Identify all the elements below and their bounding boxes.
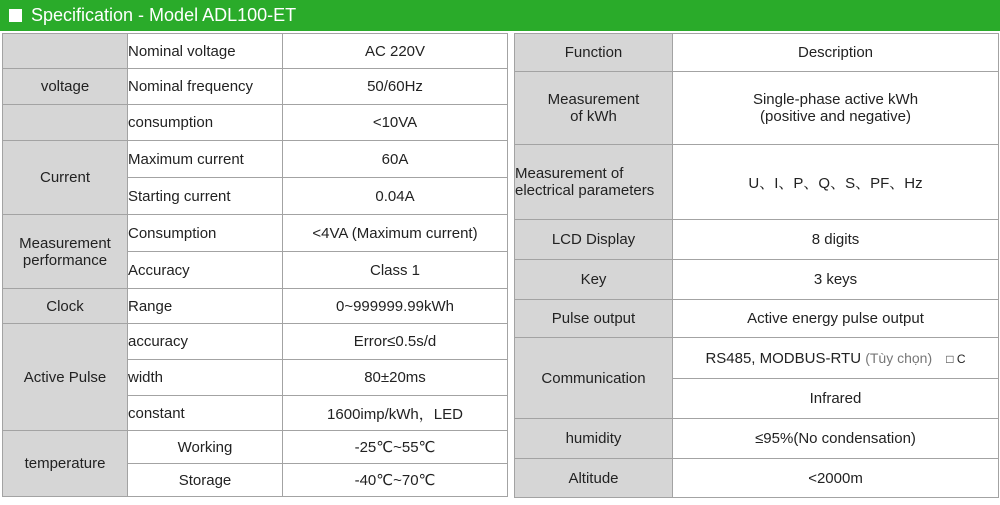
group-label: Active Pulse [3, 324, 128, 431]
param-cell: Maximum current [128, 141, 283, 178]
table-row [3, 34, 508, 69]
value-cell: 0.04A [283, 178, 508, 215]
column-header-function: Function [515, 34, 673, 72]
param-cell: accuracy [128, 324, 283, 360]
table-row [515, 459, 999, 498]
table-row [515, 72, 999, 145]
table-row [3, 105, 508, 141]
group-label: Current [3, 141, 128, 215]
function-cell: Communication [515, 338, 673, 419]
description-cell: 8 digits [673, 220, 999, 260]
voltage-group-blank-cell [3, 105, 128, 141]
table-row [515, 34, 999, 72]
value-cell: 80±20ms [283, 360, 508, 396]
table-row [515, 145, 999, 220]
checkbox-note: □ C [946, 351, 966, 366]
group-label-line: performance [22, 251, 108, 269]
value-cell: 0~999999.99kWh [283, 289, 508, 324]
param-cell: constant [128, 396, 283, 431]
value-cell: -40℃~70℃ [283, 464, 508, 497]
function-line: Measurement [547, 91, 640, 108]
function-cell [515, 72, 673, 145]
value-cell: -25℃~55℃ [283, 431, 508, 464]
function-line: of kWh [570, 108, 617, 125]
value-cell: 60A [283, 141, 508, 178]
param-cell: Accuracy [128, 252, 283, 289]
function-line: electrical parameters [515, 182, 655, 199]
param-cell: width [128, 360, 283, 396]
function-cell [515, 145, 673, 220]
description-cell: <2000m [673, 459, 999, 498]
description-cell: Infrared [673, 379, 999, 419]
description-cell [673, 338, 999, 379]
table-row [515, 419, 999, 459]
value-cell: 1600imp/kWh，LED [283, 396, 508, 431]
function-cell: humidity [515, 419, 673, 459]
function-cell: Pulse output [515, 300, 673, 338]
spec-title: Specification - Model ADL100-ET [31, 5, 297, 25]
table-row [515, 338, 999, 379]
description-cell: U、I、P、Q、S、PF、Hz [673, 145, 999, 220]
param-cell: Working [128, 431, 283, 464]
right-spec-table [514, 33, 999, 498]
table-row [3, 141, 508, 178]
value-cell: <10VA [283, 105, 508, 141]
value-cell: <4VA (Maximum current) [283, 215, 508, 252]
value-cell: Class 1 [283, 252, 508, 289]
voltage-group-blank-cell [3, 34, 128, 69]
function-line: Measurement of [515, 165, 624, 182]
description-cell: ≤95%(No condensation) [673, 419, 999, 459]
group-label [3, 215, 128, 289]
table-row [515, 260, 999, 300]
table-row [3, 69, 508, 105]
param-cell: Range [128, 289, 283, 324]
table-row [3, 431, 508, 464]
group-label-line: Measurement [19, 234, 111, 252]
value-cell: 50/60Hz [283, 69, 508, 105]
description-cell [673, 72, 999, 145]
table-row [3, 289, 508, 324]
optional-note: (Tùy chọn) [865, 349, 933, 366]
description-cell: 3 keys [673, 260, 999, 300]
table-row [515, 300, 999, 338]
group-label: Clock [3, 289, 128, 324]
table-row [3, 324, 508, 360]
column-header-description: Description [673, 34, 999, 72]
value-cell: Error≤0.5s/d [283, 324, 508, 360]
table-row [3, 215, 508, 252]
square-icon [9, 9, 22, 22]
group-label: temperature [3, 431, 128, 497]
param-cell: Nominal frequency [128, 69, 283, 105]
value-cell: AC 220V [283, 34, 508, 69]
description-cell: Active energy pulse output [673, 300, 999, 338]
param-cell: Consumption [128, 215, 283, 252]
table-row [515, 220, 999, 260]
param-cell: Nominal voltage [128, 34, 283, 69]
left-spec-table [2, 33, 508, 497]
param-cell: Storage [128, 464, 283, 497]
param-cell: consumption [128, 105, 283, 141]
param-cell: Starting current [128, 178, 283, 215]
function-cell: Key [515, 260, 673, 300]
function-cell: Altitude [515, 459, 673, 498]
description-line: (positive and negative) [760, 108, 911, 125]
communication-protocol: RS485, MODBUS-RTU [705, 349, 862, 367]
description-line: Single-phase active kWh [752, 91, 919, 108]
spec-header [0, 0, 1000, 31]
group-label: voltage [3, 69, 128, 105]
function-cell: LCD Display [515, 220, 673, 260]
